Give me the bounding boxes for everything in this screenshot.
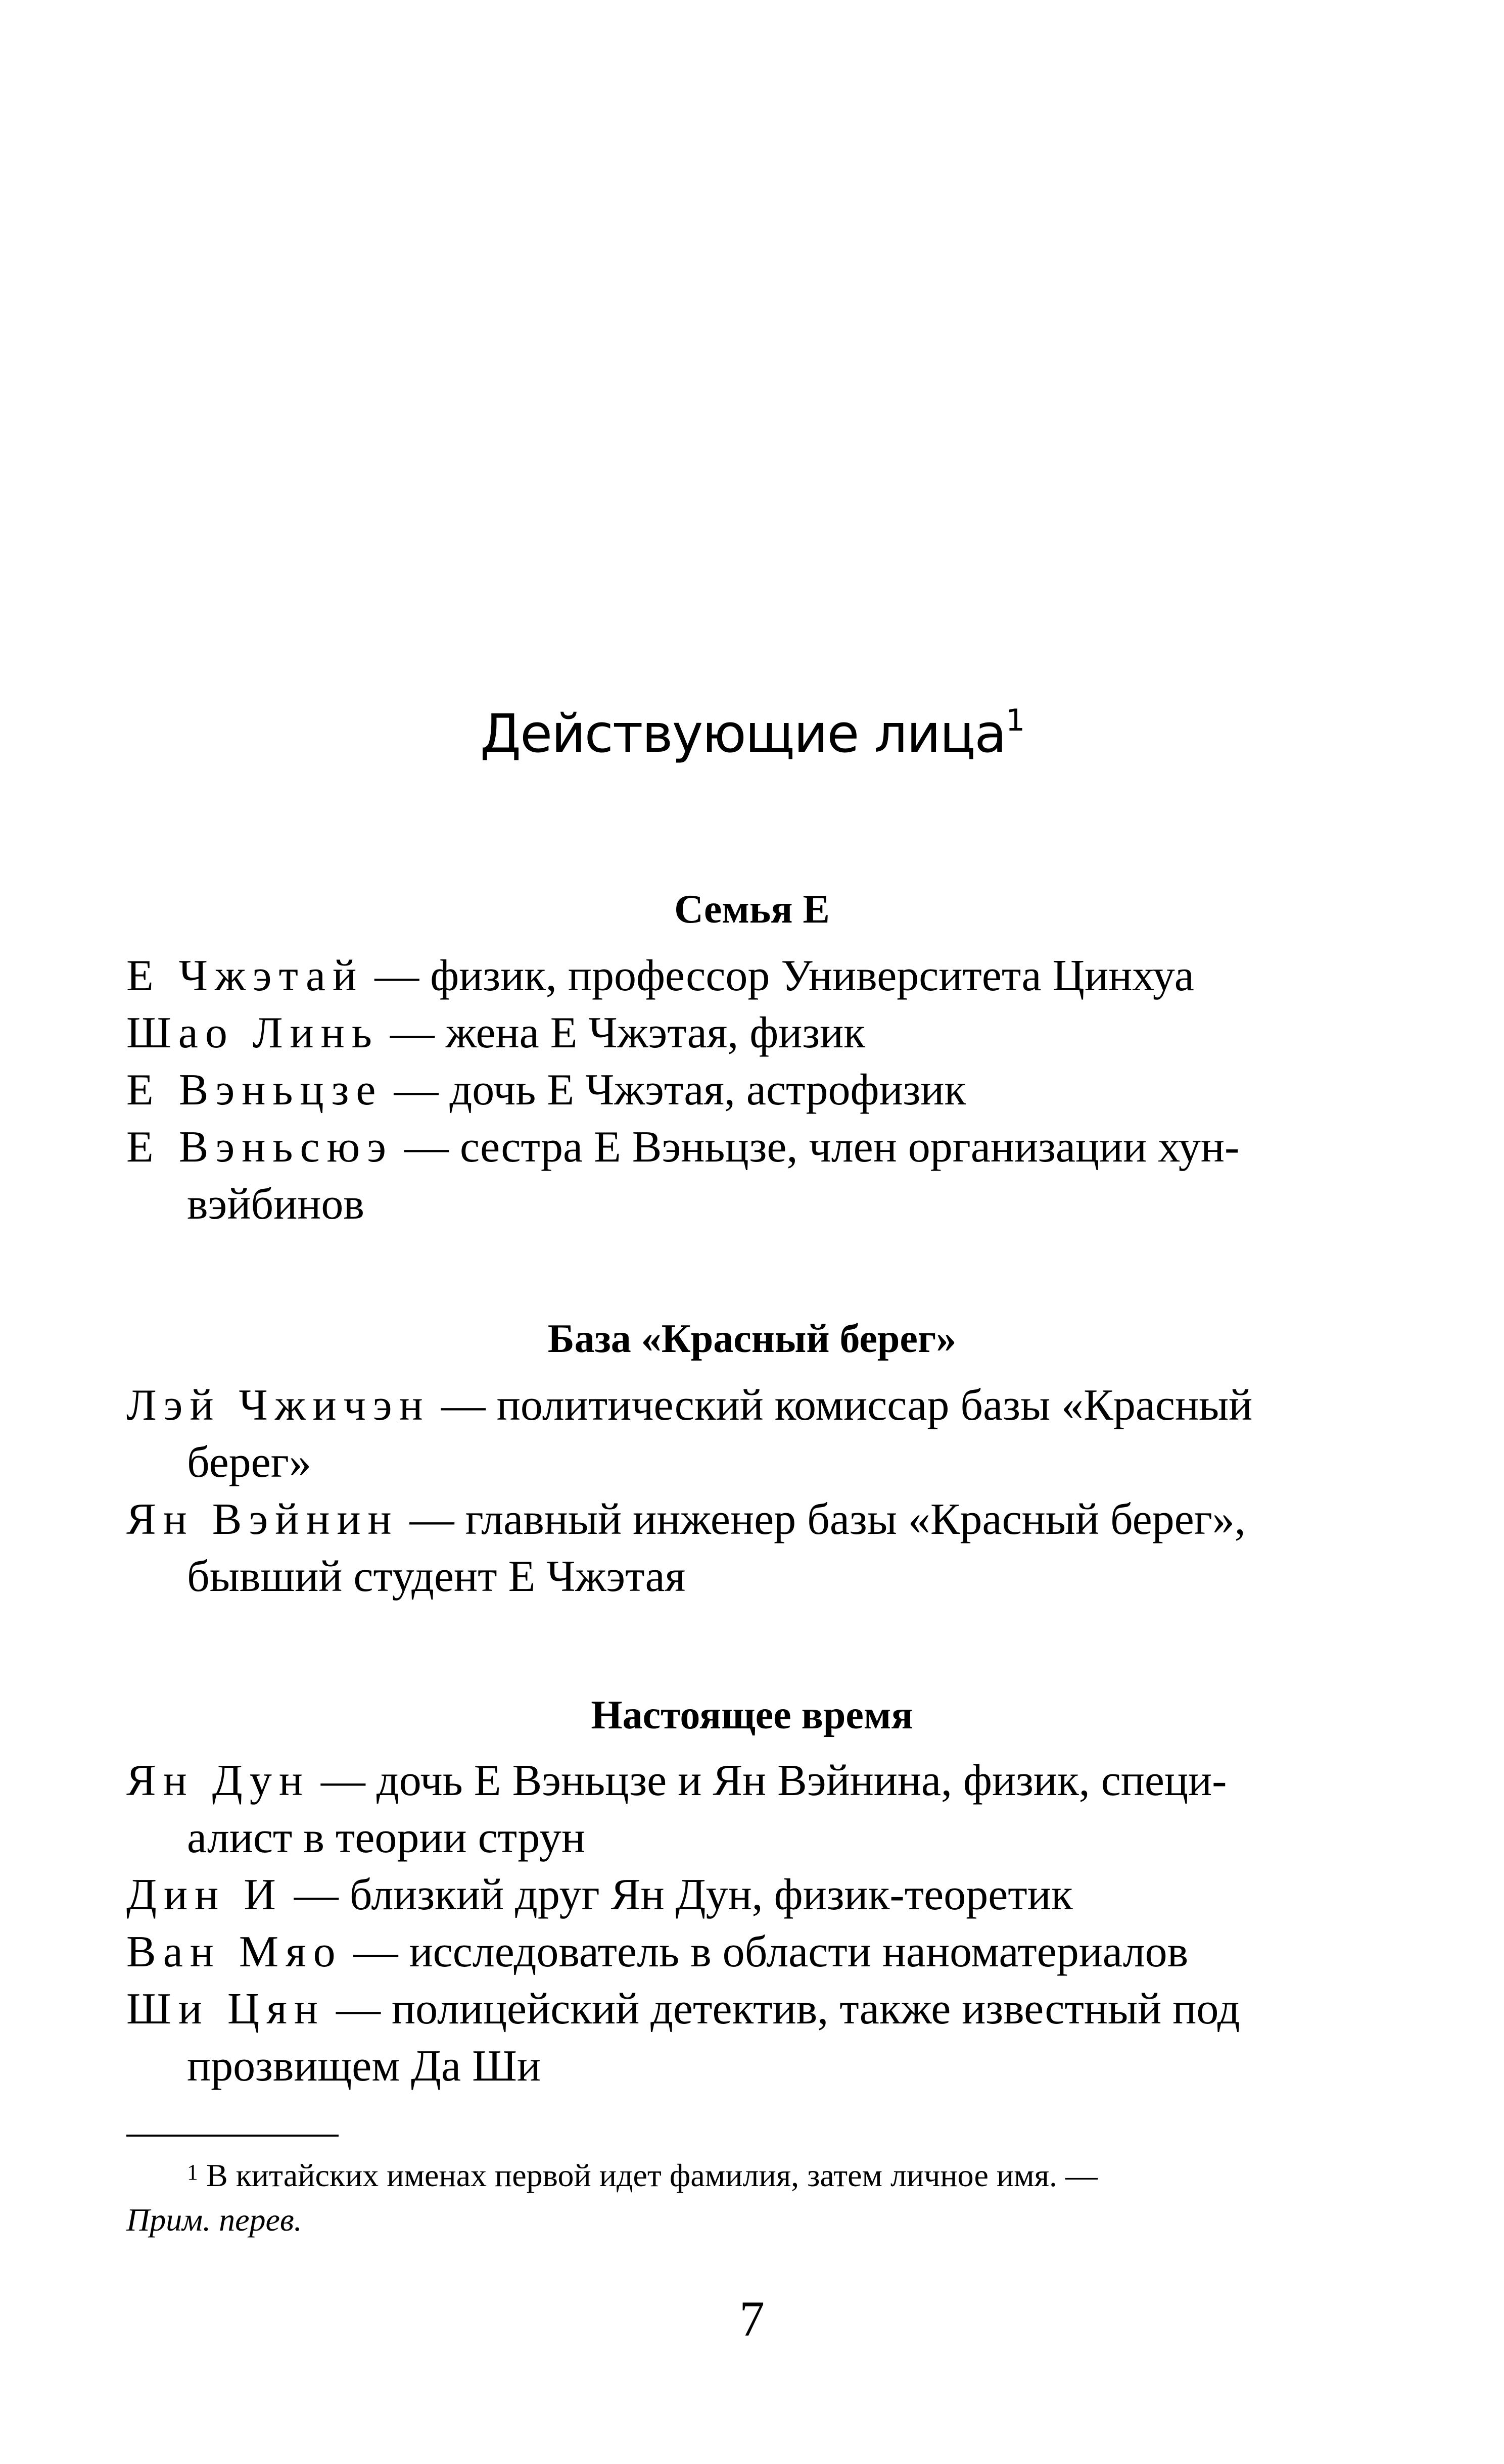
character-description: главный инженер базы «Красный берег», — [465, 1495, 1246, 1544]
footnote-mark: 1 — [187, 2160, 198, 2185]
character-name: Ши Цян — [126, 1985, 325, 2034]
entry-separator: — — [383, 1066, 450, 1115]
page-title — [0, 703, 1504, 764]
footnote-translator-note: Прим. перев. — [126, 2202, 302, 2238]
section-heading-family: Семья Е — [674, 887, 830, 932]
entry-separator: — — [430, 1381, 497, 1430]
footnote — [126, 2153, 1375, 2242]
character-entry — [126, 1377, 1375, 1491]
character-entry — [126, 1061, 1375, 1119]
character-name: Ян Вэйнин — [126, 1495, 399, 1544]
section-heading-base: База «Красный берег» — [547, 1317, 957, 1361]
character-name: Шао Линь — [126, 1008, 379, 1057]
page-title-text: Действующие лица — [480, 703, 1006, 764]
entry-separator: — — [283, 1870, 350, 1919]
footnote-text: В китайских именах первой идет фамилия, затем личное имя. — — [198, 2157, 1098, 2193]
character-description: физик, профессор Университета Цинхуа — [430, 951, 1194, 1000]
title-footnote-mark: 1 — [1005, 703, 1024, 738]
character-description: политический комиссар базы «Красный — [496, 1381, 1253, 1430]
character-entry — [126, 947, 1375, 1004]
character-description: жена Е Чжэтая, физик — [445, 1008, 865, 1057]
section-heading-present: Настоящее время — [591, 1693, 913, 1737]
character-description-continuation: бывший студент Е Чжэтая — [187, 1552, 686, 1601]
character-name: Е Чжэтай — [126, 951, 364, 1000]
character-entry — [126, 1491, 1375, 1605]
character-entry — [126, 1923, 1375, 1980]
entry-separator: — — [309, 1756, 377, 1805]
character-description: дочь Е Чжэтая, астрофизик — [449, 1066, 966, 1115]
entry-separator: — — [342, 1927, 409, 1976]
character-description-continuation: вэйбинов — [187, 1180, 364, 1229]
character-entry — [126, 1752, 1375, 1866]
entry-separator: — — [363, 951, 431, 1000]
entry-separator: — — [325, 1985, 392, 2034]
character-name: Е Вэньцзе — [126, 1066, 383, 1115]
character-entry — [126, 1866, 1375, 1923]
character-name: Е Вэньсюэ — [126, 1123, 394, 1172]
character-name: Лэй Чжичэн — [126, 1381, 430, 1430]
entry-separator: — — [393, 1123, 460, 1172]
footnote-divider — [126, 2135, 339, 2137]
character-entry — [126, 1980, 1375, 2095]
entry-separator: — — [398, 1495, 465, 1544]
character-name: Ян Дун — [126, 1756, 310, 1805]
character-description: близкий друг Ян Дун, физик-теоретик — [349, 1870, 1073, 1919]
character-description: дочь Е Вэньцзе и Ян Вэйнина, физик, специ- — [376, 1756, 1227, 1805]
character-entry — [126, 1004, 1375, 1061]
character-description: полицейский детектив, также известный под — [392, 1985, 1240, 2034]
character-description: исследователь в области наноматериалов — [409, 1927, 1189, 1976]
page-number: 7 — [739, 2291, 765, 2347]
character-name: Дин И — [126, 1870, 283, 1919]
character-entry — [126, 1119, 1375, 1233]
character-description-continuation: прозвищем Да Ши — [187, 2042, 541, 2091]
character-description: сестра Е Вэньцзе, член организации хун- — [460, 1123, 1240, 1172]
entry-separator: — — [379, 1008, 446, 1057]
character-description-continuation: берег» — [187, 1438, 311, 1487]
character-description-continuation: алист в теории струн — [187, 1813, 586, 1862]
character-name: Ван Мяо — [126, 1927, 343, 1976]
